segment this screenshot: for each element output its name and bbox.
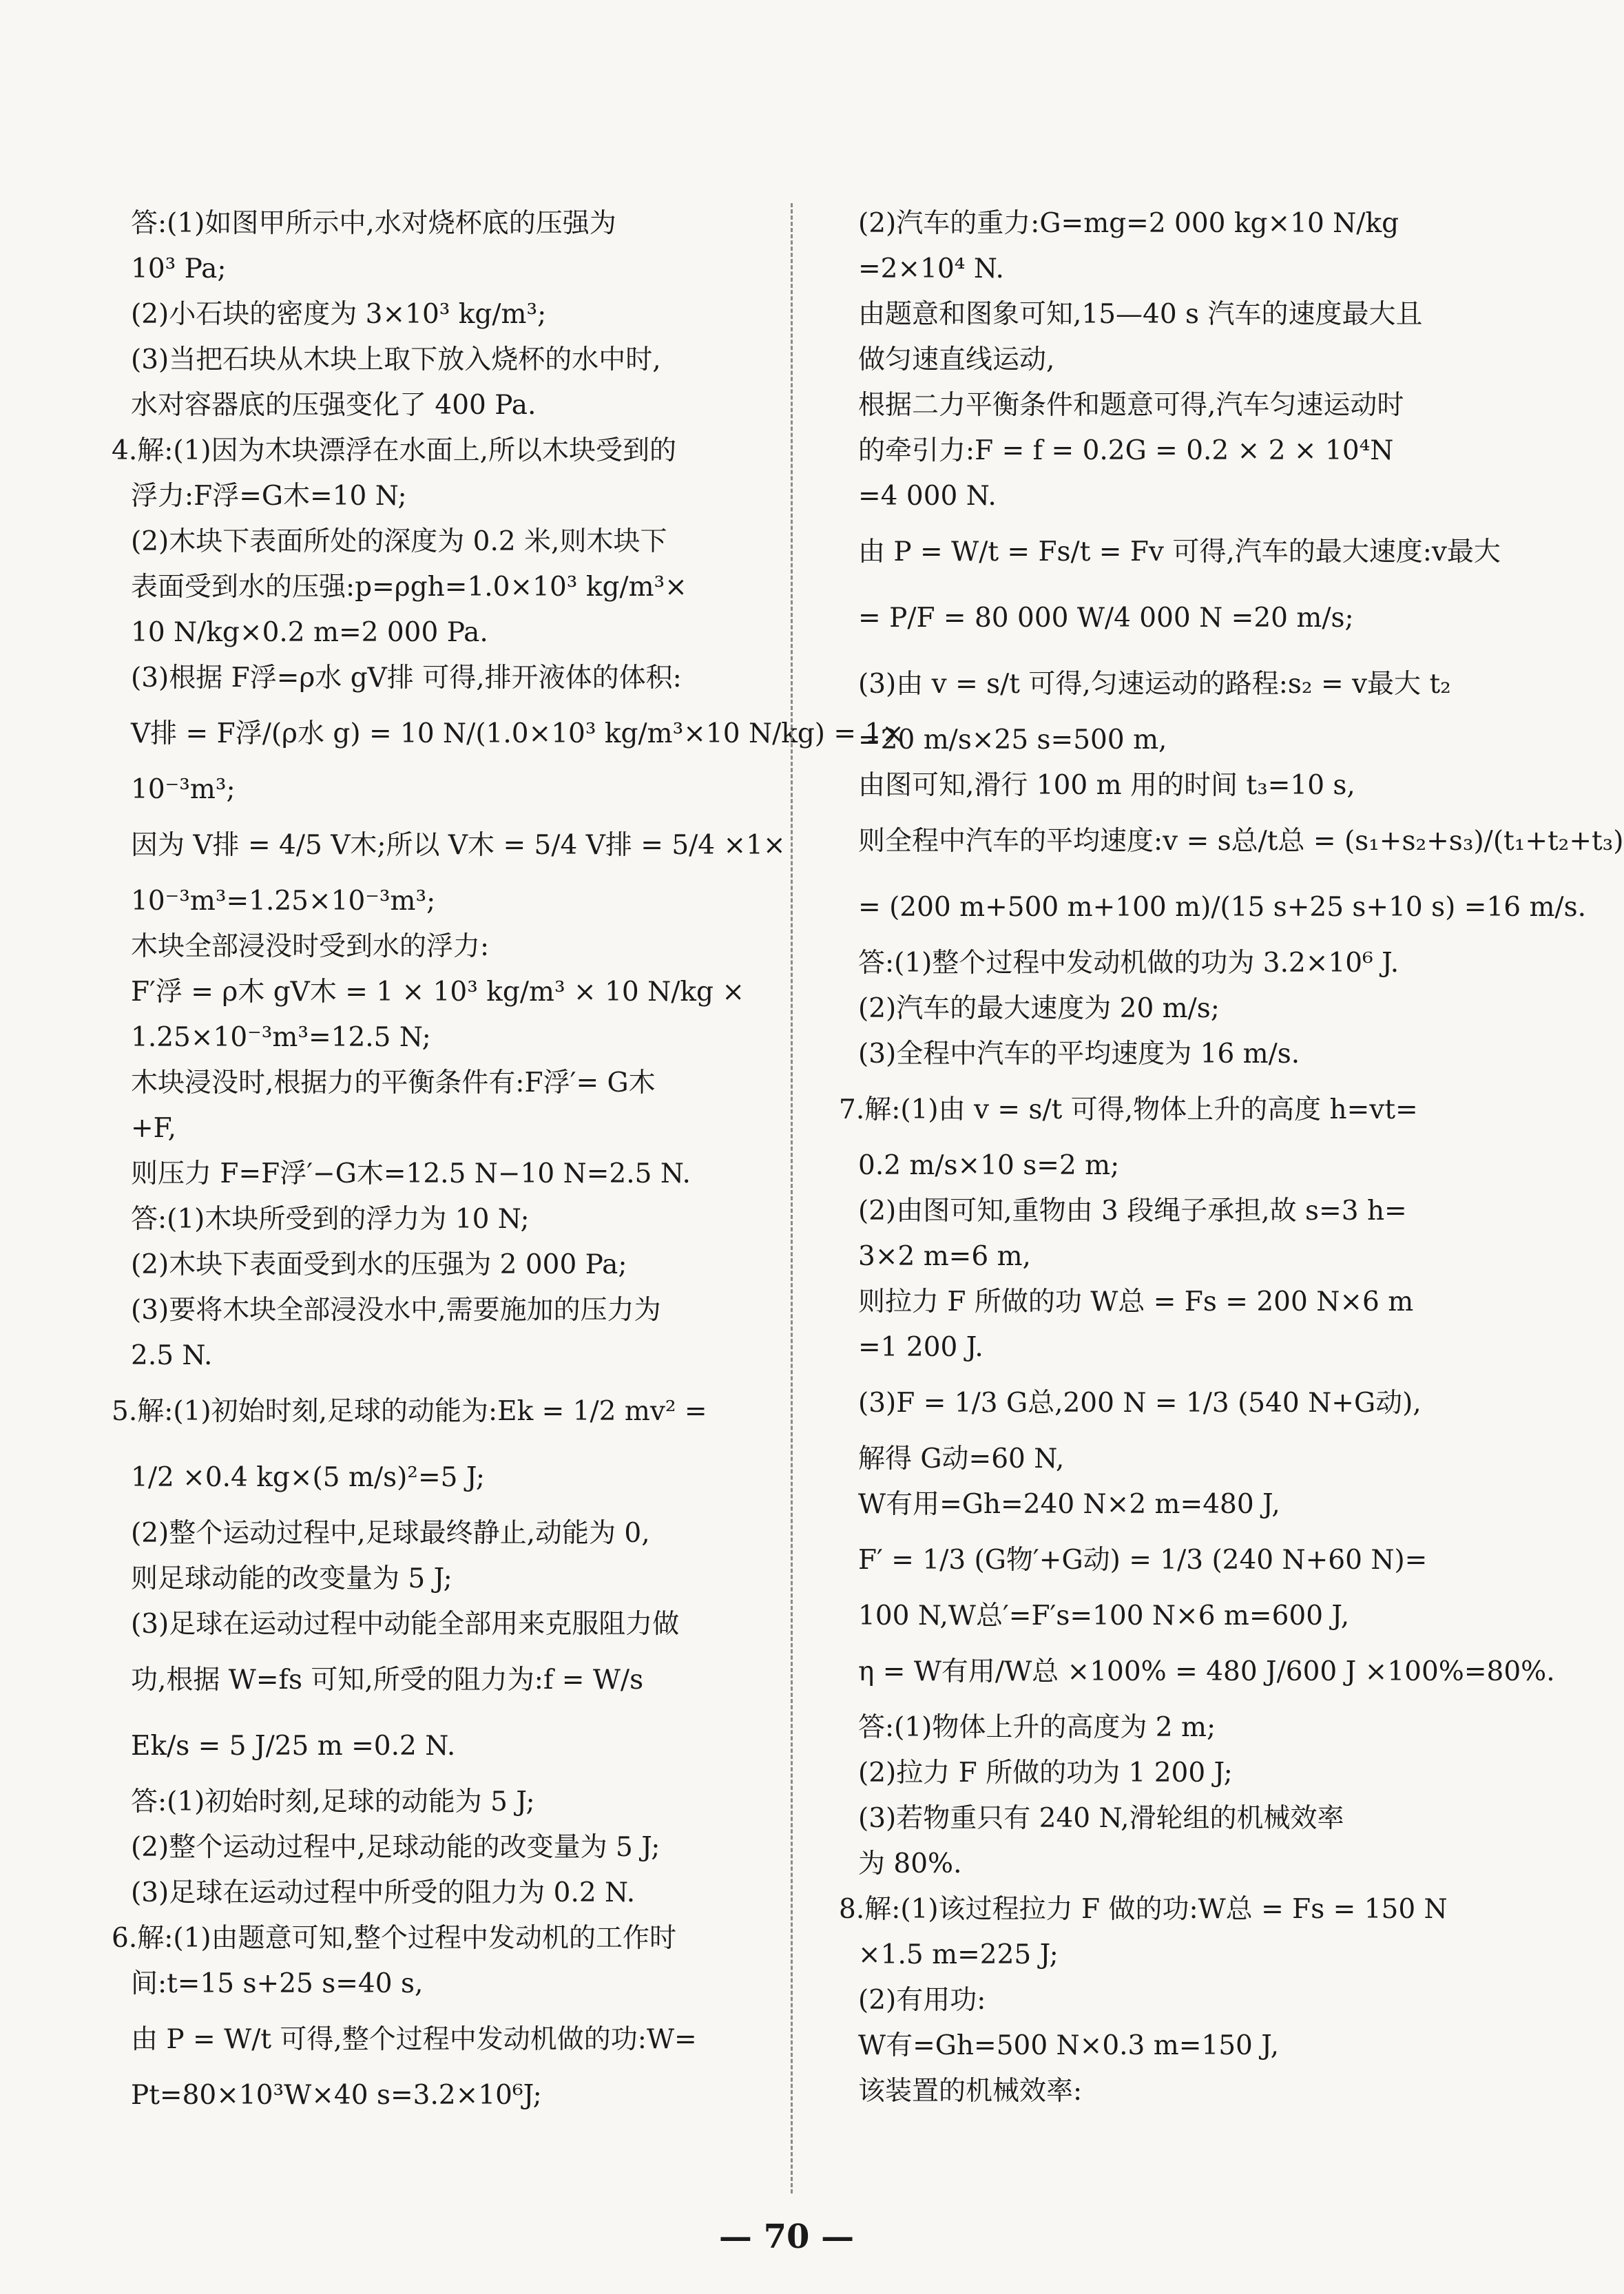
text-line: F′ = 1/3 (G物′+G动) = 1/3 (240 N+60 N)= <box>858 1545 1428 1576</box>
text-line: 表面受到水的压强:p=ρgh=1.0×10³ kg/m³× <box>131 572 687 603</box>
text-line: (2)拉力 F 所做的功为 1 200 J; <box>858 1758 1233 1789</box>
text-line: = P/F = 80 000 W/4 000 N =20 m/s; <box>858 603 1354 634</box>
text-line: (2)整个运动过程中,足球动能的改变量为 5 J; <box>131 1832 660 1863</box>
text-line: (3)足球在运动过程中动能全部用来克服阻力做 <box>131 1609 680 1640</box>
text-line: 100 N,W总′=F′s=100 N×6 m=600 J, <box>858 1600 1350 1631</box>
text-line: 答:(1)如图甲所示中,水对烧杯底的压强为 <box>131 208 616 239</box>
text-line: 该装置的机械效率: <box>858 2076 1083 2107</box>
text-line: 做匀速直线运动, <box>858 344 1055 375</box>
text-line: +F, <box>131 1113 177 1144</box>
text-line: = (200 m+500 m+100 m)/(15 s+25 s+10 s) =16 m/s. <box>858 892 1586 923</box>
text-line: 根据二力平衡条件和题意可得,汽车匀速运动时 <box>858 390 1404 421</box>
text-line: (2)木块下表面所处的深度为 0.2 米,则木块下 <box>131 526 667 557</box>
text-line: 由图可知,滑行 100 m 用的时间 t₃=10 s, <box>858 770 1355 801</box>
text-line: (3)由 v = s/t 可得,匀速运动的路程:s₂ = v最大 t₂ <box>858 669 1451 700</box>
text-line: F′浮 = ρ木 gV木 = 1 × 10³ kg/m³ × 10 N/kg × <box>131 977 745 1008</box>
text-line: 浮力:F浮=G木=10 N; <box>131 481 407 512</box>
text-line: 则压力 F=F浮′−G木=12.5 N−10 N=2.5 N. <box>131 1158 691 1189</box>
text-line: =20 m/s×25 s=500 m, <box>858 724 1167 755</box>
text-line: (3)F = 1/3 G总,200 N = 1/3 (540 N+G动), <box>858 1388 1422 1419</box>
text-line: 解得 G动=60 N, <box>858 1443 1065 1474</box>
text-line: 2.5 N. <box>131 1340 213 1371</box>
text-line: 由 P = W/t = Fs/t = Fv 可得,汽车的最大速度:v最大 <box>858 536 1501 567</box>
text-line: 10⁻³m³=1.25×10⁻³m³; <box>131 886 436 917</box>
text-line: (2)汽车的最大速度为 20 m/s; <box>858 993 1220 1024</box>
text-line: 5.解:(1)初始时刻,足球的动能为:Ek = 1/2 mv² = <box>112 1396 707 1427</box>
text-line: W有=Gh=500 N×0.3 m=150 J, <box>858 2030 1280 2061</box>
text-line: (2)由图可知,重物由 3 段绳子承担,故 s=3 h= <box>858 1196 1407 1227</box>
text-line: η = W有用/W总 ×100% = 480 J/600 J ×100%=80%. <box>858 1656 1555 1687</box>
text-line: 答:(1)初始时刻,足球的动能为 5 J; <box>131 1786 535 1817</box>
text-line: 10³ Pa; <box>131 253 227 284</box>
text-line: =2×10⁴ N. <box>858 253 1004 284</box>
text-line: 10⁻³m³; <box>131 774 236 805</box>
text-line: ×1.5 m=225 J; <box>858 1939 1059 1970</box>
text-line: (3)足球在运动过程中所受的阻力为 0.2 N. <box>131 1877 636 1908</box>
text-line: 则全程中汽车的平均速度:v = s总/t总 = (s₁+s₂+s₃)/(t₁+t₂+t₃) <box>858 826 1624 857</box>
text-line: Pt=80×10³W×40 s=3.2×10⁶J; <box>131 2080 542 2111</box>
text-line: (3)要将木块全部浸没水中,需要施加的压力为 <box>131 1295 661 1326</box>
text-line: 3×2 m=6 m, <box>858 1241 1031 1272</box>
text-line: (2)小石块的密度为 3×10³ kg/m³; <box>131 299 547 330</box>
page-number-value: 70 <box>763 2218 810 2256</box>
text-line: =1 200 J. <box>858 1332 983 1363</box>
text-line: 则拉力 F 所做的功 W总 = Fs = 200 N×6 m <box>858 1286 1414 1317</box>
column-divider <box>791 203 793 2193</box>
text-line: 答:(1)木块所受到的浮力为 10 N; <box>131 1204 530 1235</box>
text-line: (2)整个运动过程中,足球最终静止,动能为 0, <box>131 1518 650 1549</box>
text-line: (2)有用功: <box>858 1985 986 2016</box>
text-line: 间:t=15 s+25 s=40 s, <box>131 1968 424 1999</box>
text-line: (3)全程中汽车的平均速度为 16 m/s. <box>858 1039 1300 1070</box>
left-column <box>112 201 904 2118</box>
text-line: 木块全部浸没时受到水的浮力: <box>131 931 490 962</box>
text-line: V排 = F浮/(ρ水 g) = 10 N/(1.0×10³ kg/m³×10 N/kg) = 1× <box>131 718 904 749</box>
text-line: 功,根据 W=fs 可知,所受的阻力为:f = W/s <box>131 1665 644 1696</box>
right-column <box>839 201 1624 2114</box>
text-line: =4 000 N. <box>858 481 997 512</box>
text-line: 0.2 m/s×10 s=2 m; <box>858 1150 1120 1181</box>
page-number: — 70 — <box>718 2218 855 2256</box>
text-line: 1/2 ×0.4 kg×(5 m/s)²=5 J; <box>131 1462 486 1493</box>
text-line: 由题意和图象可知,15—40 s 汽车的速度最大且 <box>858 299 1423 330</box>
text-line: Ek/s = 5 J/25 m =0.2 N. <box>131 1731 456 1762</box>
text-line: 因为 V排 = 4/5 V木;所以 V木 = 5/4 V排 = 5/4 ×1× <box>131 830 786 861</box>
text-line: (3)根据 F浮=ρ水 gV排 可得,排开液体的体积: <box>131 663 682 694</box>
text-line: 8.解:(1)该过程拉力 F 做的功:W总 = Fs = 150 N <box>839 1894 1448 1925</box>
text-line: 6.解:(1)由题意可知,整个过程中发动机的工作时 <box>112 1923 676 1954</box>
text-line: 10 N/kg×0.2 m=2 000 Pa. <box>131 617 488 648</box>
text-line: (3)当把石块从木块上取下放入烧杯的水中时, <box>131 344 661 375</box>
text-line: (2)木块下表面受到水的压强为 2 000 Pa; <box>131 1249 627 1280</box>
text-line: 答:(1)整个过程中发动机做的功为 3.2×10⁶ J. <box>858 948 1399 979</box>
text-line: W有用=Gh=240 N×2 m=480 J, <box>858 1489 1280 1520</box>
text-line: 则足球动能的改变量为 5 J; <box>131 1563 452 1594</box>
text-line: 的牵引力:F = f = 0.2G = 0.2 × 2 × 10⁴N <box>858 435 1394 466</box>
text-line: 4.解:(1)因为木块漂浮在水面上,所以木块受到的 <box>112 435 676 466</box>
text-line: 1.25×10⁻³m³=12.5 N; <box>131 1022 431 1053</box>
text-line: 木块浸没时,根据力的平衡条件有:F浮′= G木 <box>131 1067 656 1098</box>
text-line: 由 P = W/t 可得,整个过程中发动机做的功:W= <box>131 2024 697 2055</box>
text-line: 答:(1)物体上升的高度为 2 m; <box>858 1712 1216 1743</box>
text-line: 为 80%. <box>858 1848 962 1879</box>
text-line: (3)若物重只有 240 N,滑轮组的机械效率 <box>858 1803 1344 1834</box>
text-line: 水对容器底的压强变化了 400 Pa. <box>131 390 537 421</box>
text-line: 7.解:(1)由 v = s/t 可得,物体上升的高度 h=vt= <box>839 1094 1418 1125</box>
text-line: (2)汽车的重力:G=mg=2 000 kg×10 N/kg <box>858 208 1399 239</box>
